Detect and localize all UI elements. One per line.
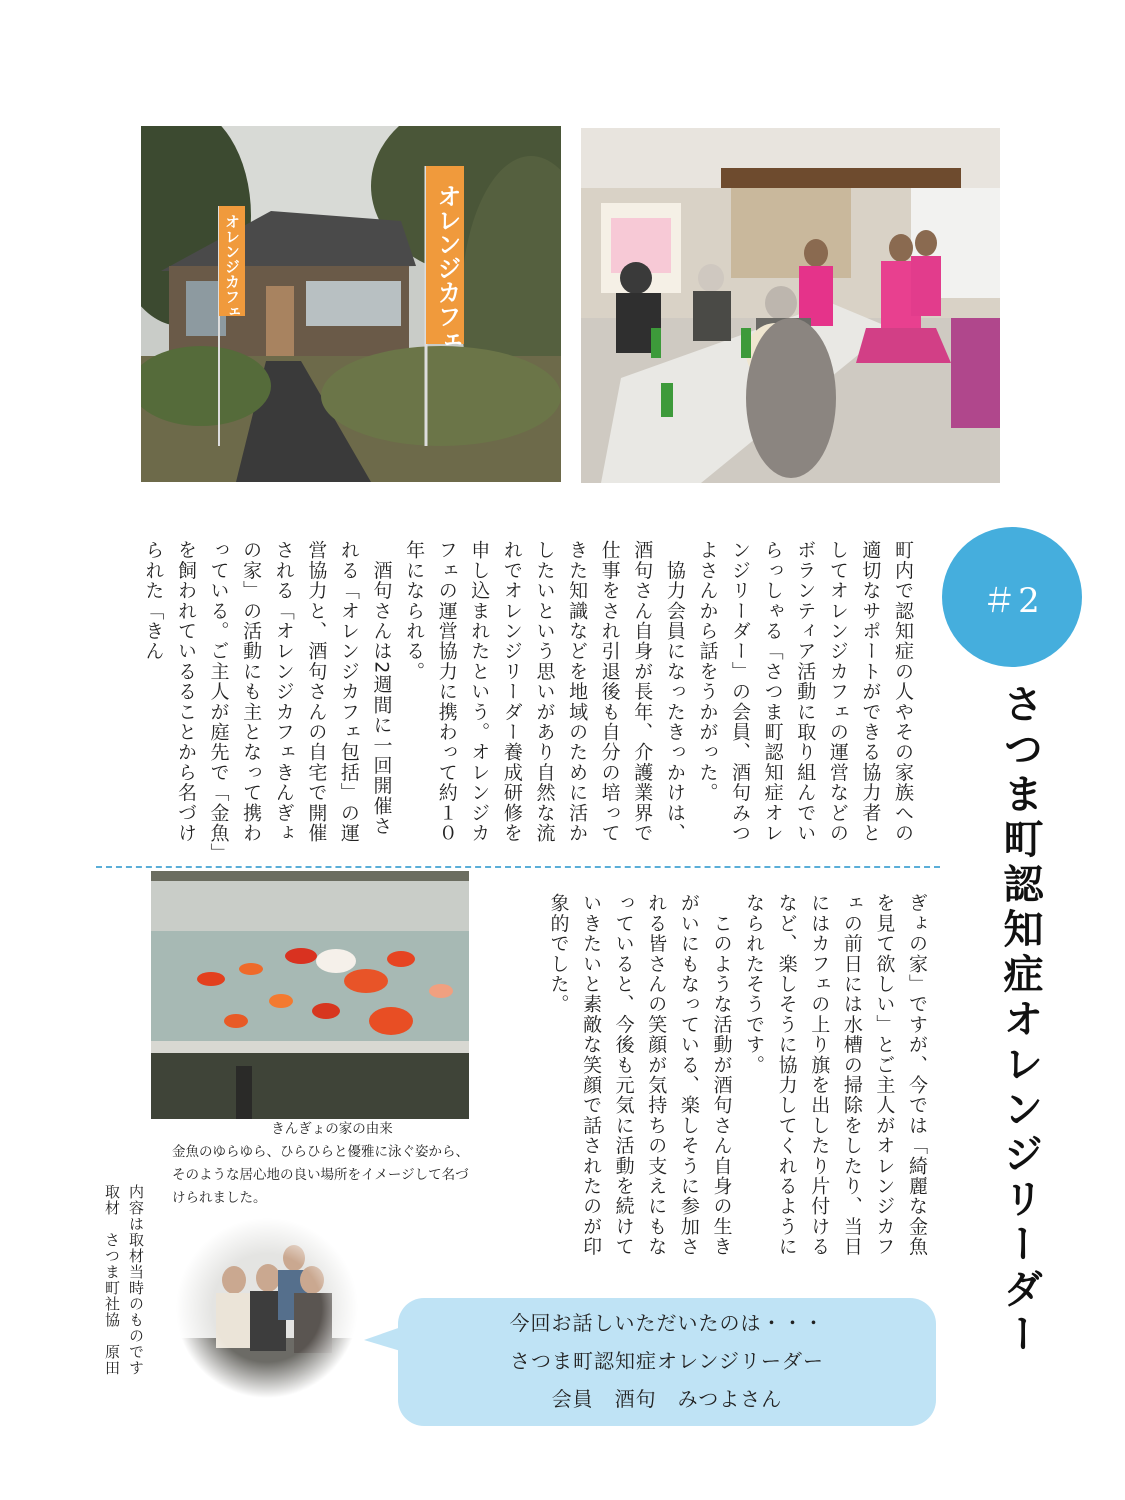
interview-credit: 内容は取材当時のものです 取材 さつま町社協 原田 <box>103 1184 145 1376</box>
issue-badge-label: ＃2 <box>982 580 1042 621</box>
article-body-bottom: ぎょの家」ですが、今では「綺麗な金魚を見て欲しい」とご主人がオレンジカフェの前日には水槽の掃除をしたり、当日にはカフェの上り旗を出したり片付けるなど、楽しそうに協力してくれるようになられたそうです。 このような活動が酒句さん自身の生きがいにもなっている、楽しそうに参加される皆さんの笑顔が気持ちの支えにもなっていると、今後も元気に活動を続けていきたいと素敵な笑顔で話されたのが印象的でした。 <box>547 893 928 1257</box>
issue-badge <box>942 527 1082 667</box>
goldfish-photo <box>151 871 469 1119</box>
caption-body: 金魚のゆらゆら、ひらひらと優雅に泳ぐ姿から、そのような居心地の良い場所をイメージして名づけられました。 <box>172 1144 469 1206</box>
banner-right-text: オレンジカフェ <box>433 184 461 352</box>
section-divider <box>96 866 940 868</box>
house-photo <box>141 126 561 482</box>
banner-left-text: オレンジカフェ <box>223 214 241 319</box>
bubble-line-2: さつま町認知症オレンジリーダー <box>510 1349 824 1373</box>
group-photo <box>176 1218 358 1398</box>
bubble-line-1: 今回お話しいただいたのは・・・ <box>509 1311 825 1335</box>
speech-bubble-text <box>398 1304 936 1418</box>
goldfish-caption <box>172 1118 472 1210</box>
caption-title: きんぎょの家の由来 <box>271 1121 393 1137</box>
event-photo <box>581 128 1000 483</box>
article-body-top: 町内で認知症の人やその家族への適切なサポートができる協力者としてオレンジカフェの運営などのボランティア活動に取り組んでいらっしゃる「さつま町認知症オレンジリーダー」の会員、酒句みつよさんから話をうかがった。 協力会員になったきっかけは、酒句さん自身が長年、介護業界で仕事をされ引退後も自分の培ってきた知識などを地域のために活かしたいという思いがあり自然な流れでオレンジリーダー養成研修を申し込まれたという。オレンジカフェの運営協力に携わって約１０年になられる。 酒句さんは2週間に一回開催される「オレンジカフェ包括」の運営協力と、酒句さんの自宅で開催される「オレンジカフェきんぎょの家」の活動にも主となって携わっている。ご主人が庭先で「金魚」を飼われているることから名づけられた「きん <box>142 540 914 854</box>
article-headline: さつま町認知症オレンジリーダー <box>997 683 1043 1358</box>
bubble-line-3: 会員 酒句 みつよさん <box>551 1387 783 1411</box>
